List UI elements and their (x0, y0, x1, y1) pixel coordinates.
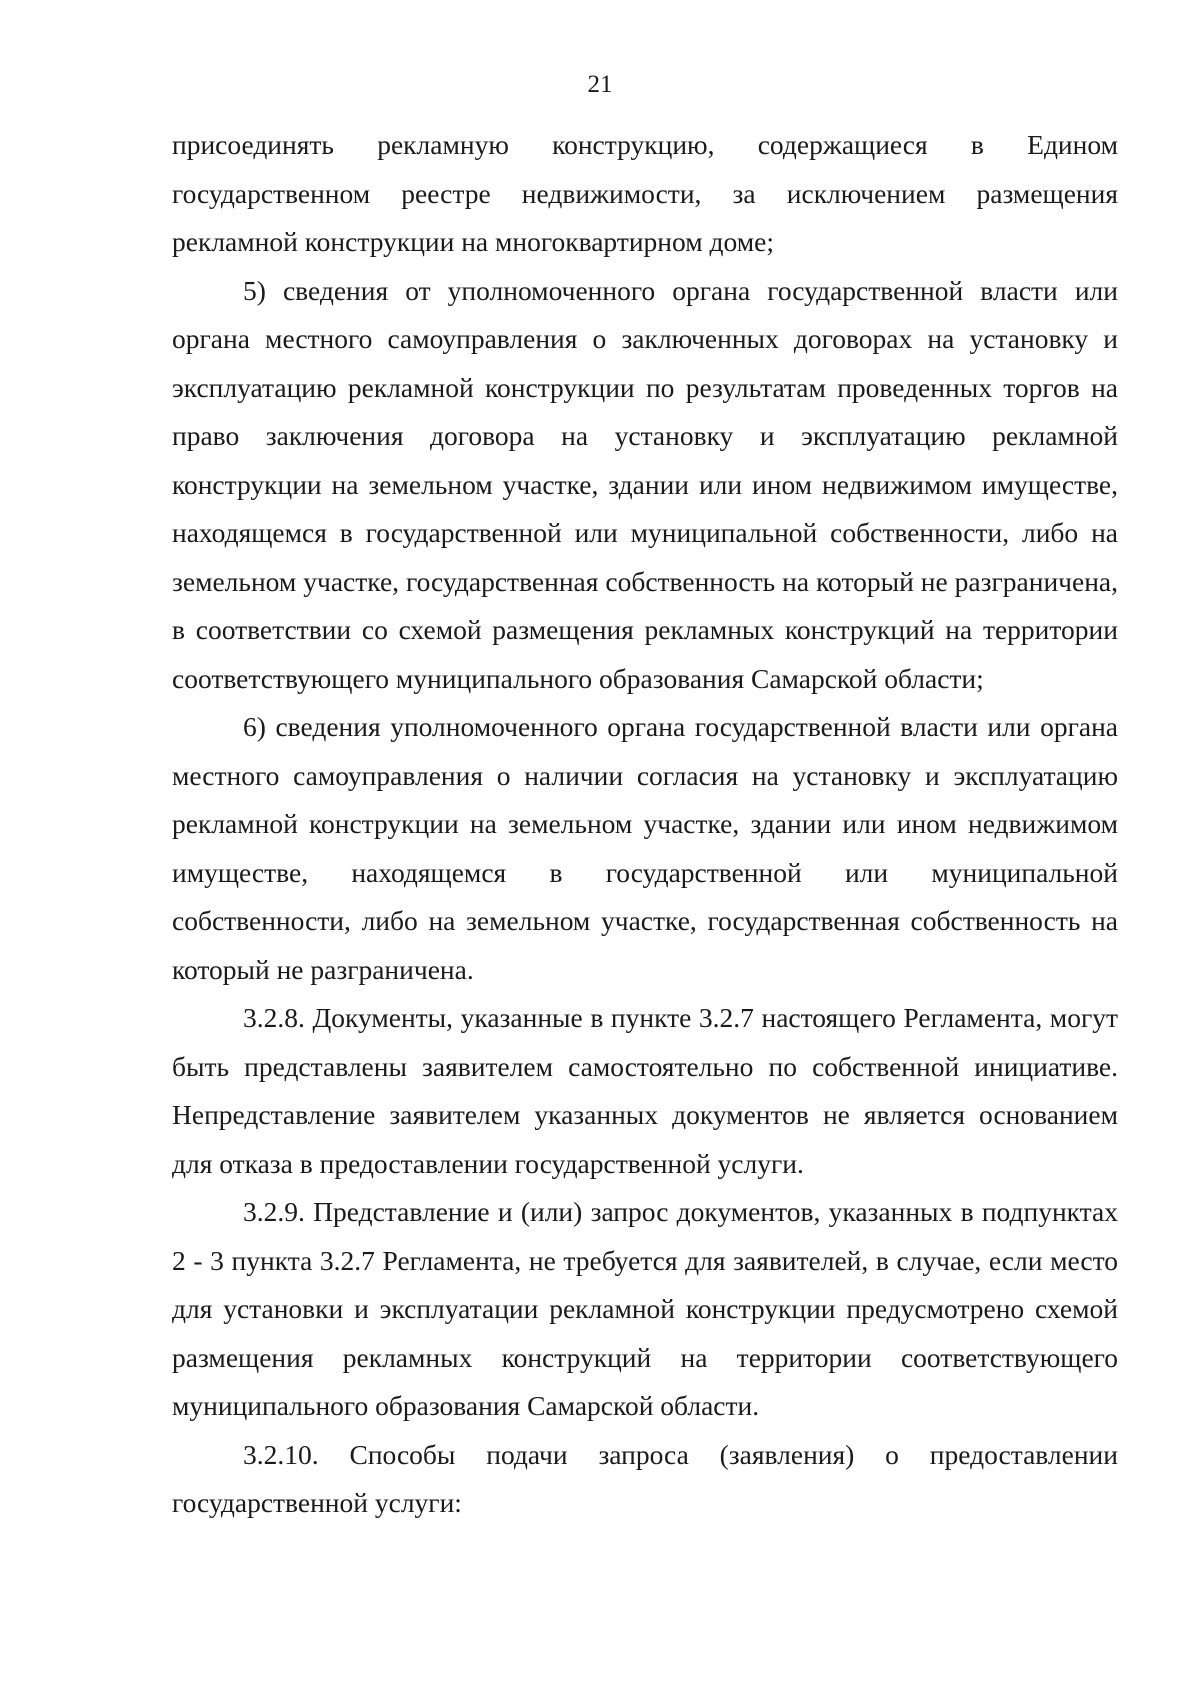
paragraph-item-5: 5) сведения от уполномоченного органа государственной власти или органа местного самоуправления о заключенных договорах на установку и эксплуатацию рекламной конструкции по результатам проведенных торгов на право заключения договора на установку и эксплуатацию рекламной конструкции на земельном участке, здании или ином недвижимом имуществе, находящемся в государственной или муниципальной собственности, либо на земельном участке, государственная собственность на который не разграничена, в соответствии со схемой размещения рекламных конструкций на территории соответствующего муниципального образования Самарской области; (172, 274, 1118, 694)
paragraph-3-2-8: 3.2.8. Документы, указанные в пункте 3.2.7 настоящего Регламента, могут быть представлены заявителем самостоятельно по собственной инициативе. Непредставление заявителем указанных документов не является основанием для отказа в предоставлении государственной услуги. (172, 1002, 1118, 1179)
paragraph-continuation: присоединять рекламную конструкцию, содержащиеся в Едином государственном реестре недвижимости, за исключением размещения рекламной конструкции на многоквартирном доме; (172, 129, 1118, 257)
paragraph-3-2-10: 3.2.10. Способы подачи запроса (заявления) о предоставлении государственной услуги: (172, 1438, 1118, 1518)
paragraph-3-2-9: 3.2.9. Представление и (или) запрос документов, указанных в подпунктах 2 - 3 пункта 3.2.7 Регламента, не требуется для заявителей, в случае, если место для установки и эксплуатации рекламной конструкции предусмотрено схемой размещения рекламных конструкций на территории соответствующего муниципального образования Самарской области. (172, 1196, 1118, 1421)
page-number: 21 (587, 71, 613, 98)
document-body (172, 121, 1118, 1528)
paragraph-item-6: 6) сведения уполномоченного органа государственной власти или органа местного самоуправления о наличии согласия на установку и эксплуатацию рекламной конструкции на земельном участке, здании или ином недвижимом имуществе, находящемся в государственной или муниципальной собственности, либо на земельном участке, государственная собственность на который не разграничена. (172, 711, 1118, 985)
